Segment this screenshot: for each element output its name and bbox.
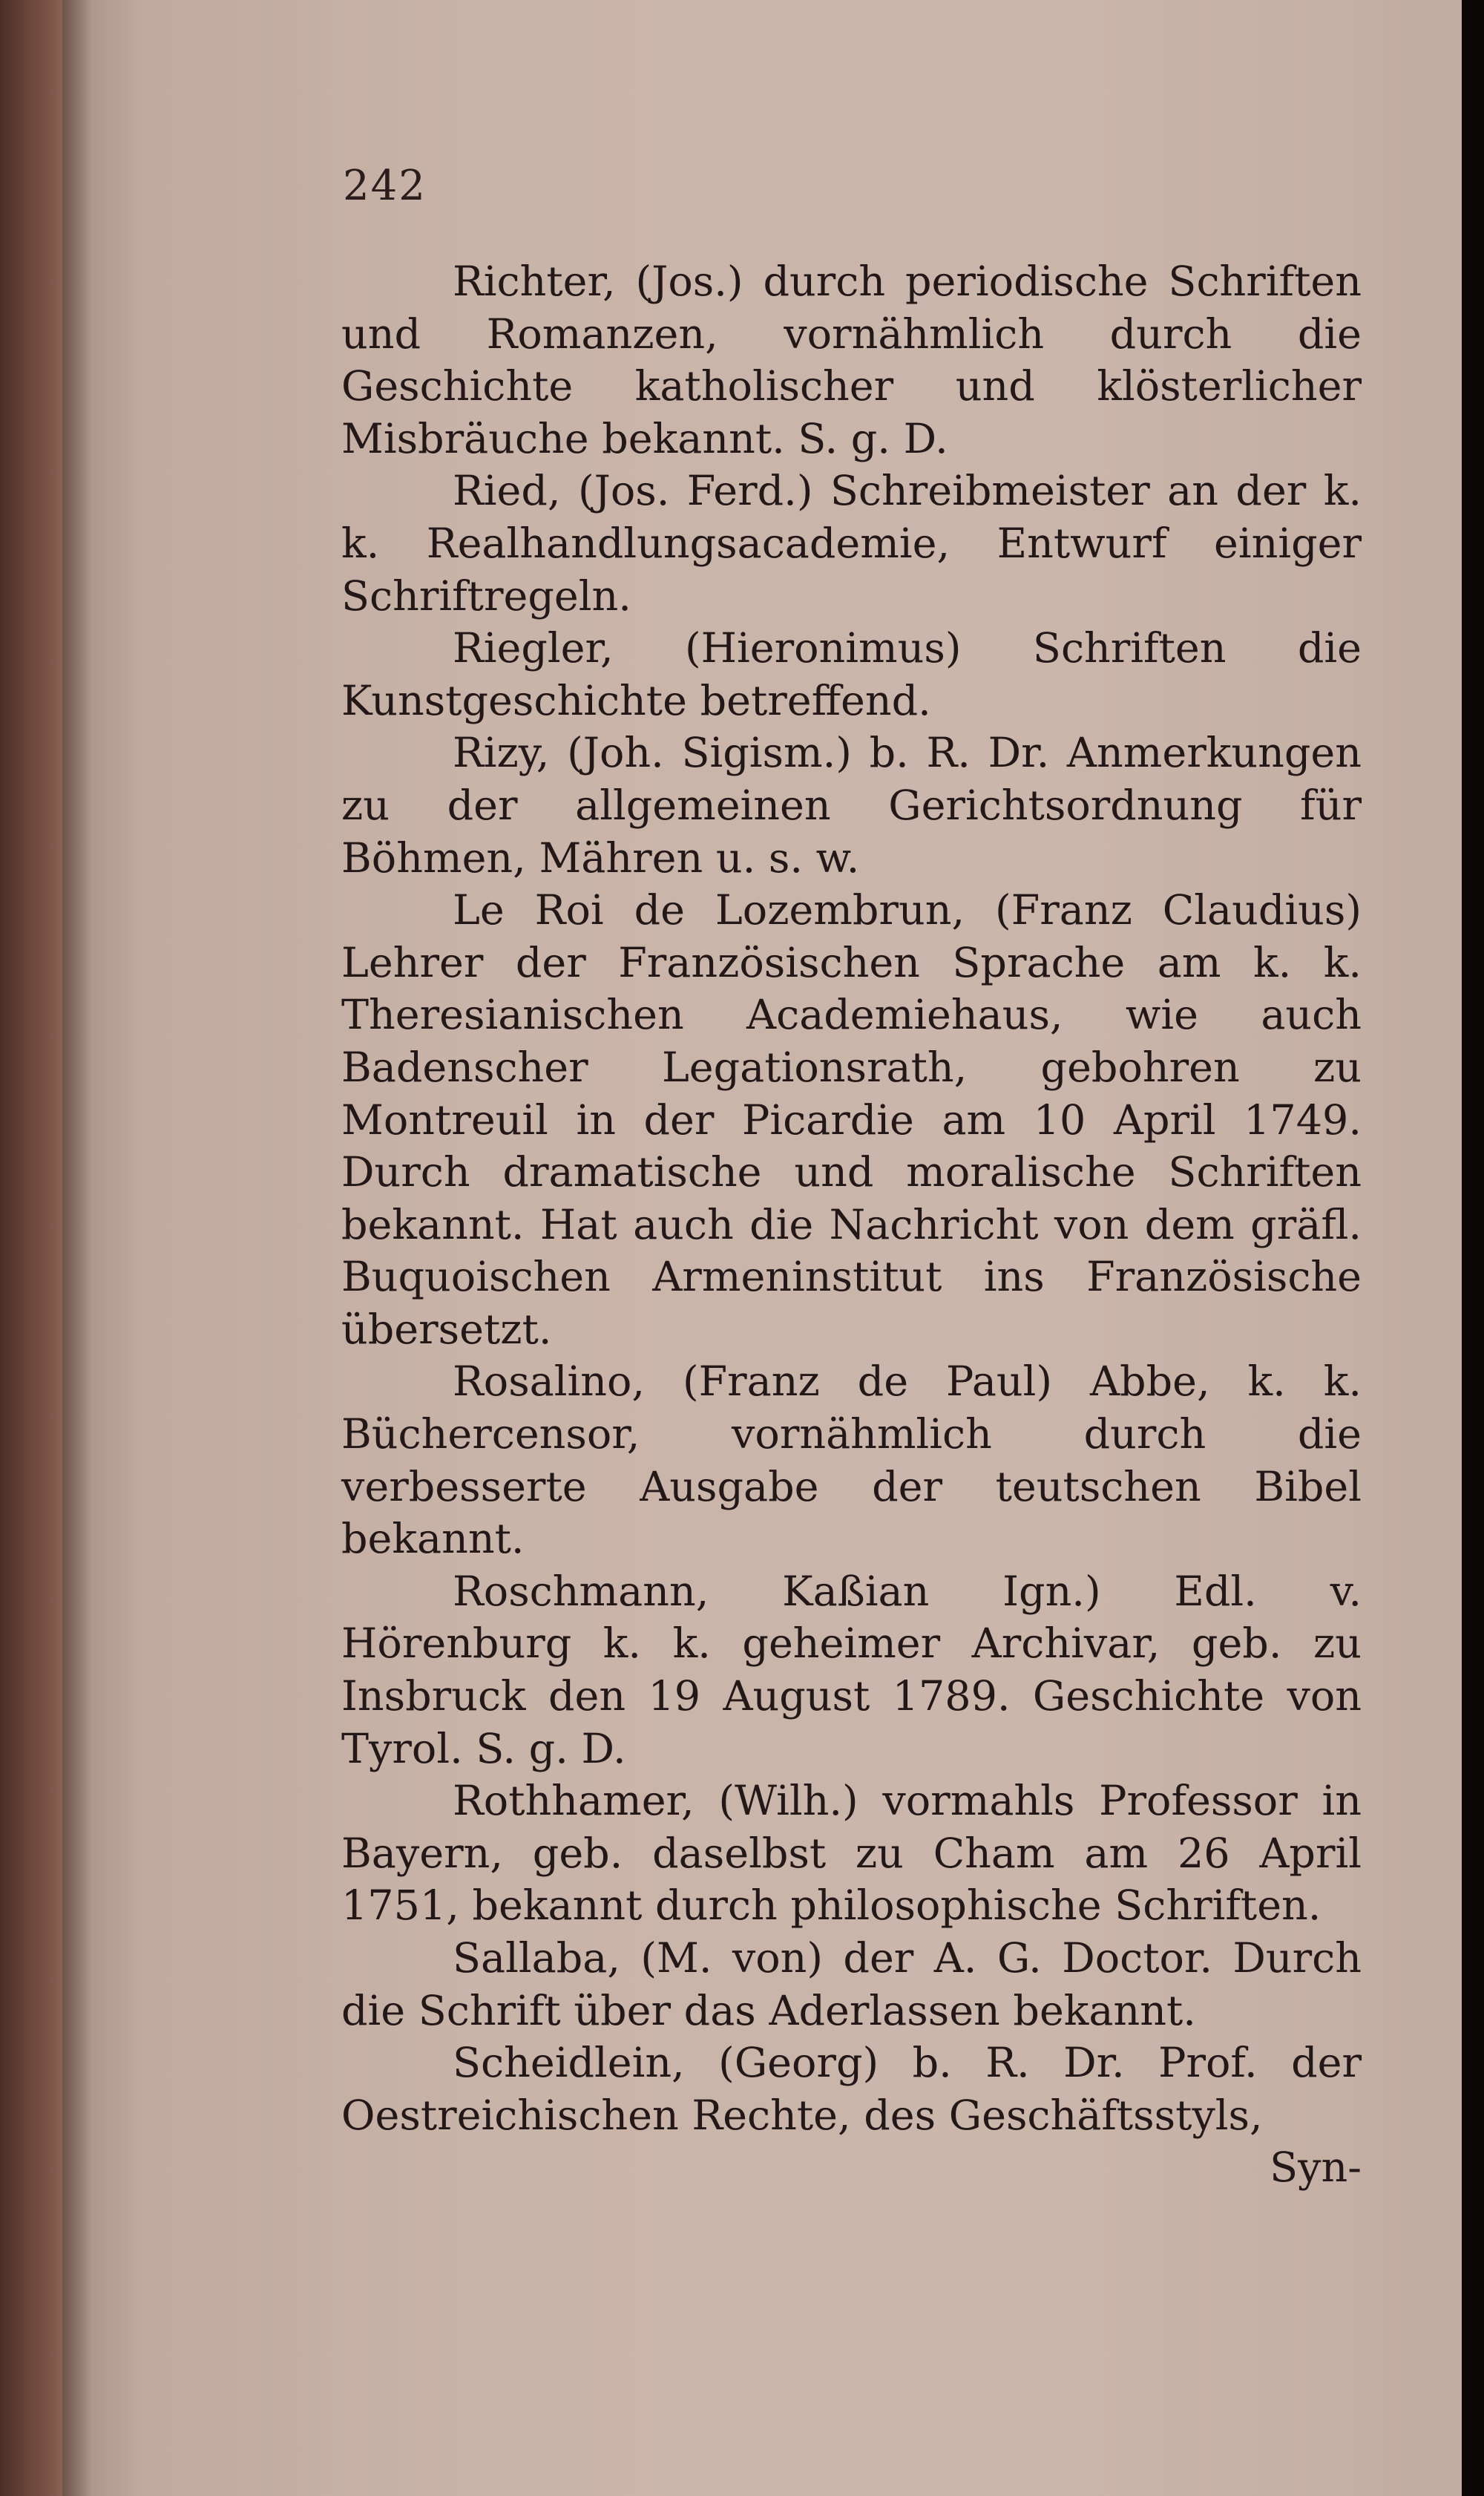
text-block bbox=[341, 256, 1362, 2195]
catchword: Syn- bbox=[1270, 2143, 1362, 2192]
page-right-edge bbox=[1462, 0, 1484, 2496]
entry-rothhamer: Rothhamer, (Wilh.) vormahls Professor in Bayern, geb. daselbst zu Cham am 26 April 1751, bekannt durch philosophische Schriften. bbox=[341, 1777, 1362, 1930]
entry-rosalino: Rosalino, (Franz de Paul) Abbe, k. k. Büchercensor, vornähmlich durch die verbesserte Ausgabe der teutschen Bibel bekannt. bbox=[341, 1357, 1362, 1564]
entry-scheidlein: Scheidlein, (Georg) b. R. Dr. Prof. der Oestreichischen Rechte, des Geschäftsstyls, bbox=[341, 2039, 1362, 2140]
entry-riegler: Riegler, (Hieronimus) Schriften die Kunstgeschichte betreffend. bbox=[341, 624, 1362, 725]
book-cover-edge bbox=[0, 0, 62, 2496]
entry-richter: Richter, (Jos.) durch periodische Schriften und Romanzen, vornähmlich durch die Geschichte katholischer und klösterlicher Misbräuche bekannt. S. g. D. bbox=[341, 258, 1362, 463]
page-number: 242 bbox=[343, 162, 427, 210]
gutter-shadow bbox=[62, 0, 92, 2496]
entry-rizy: Rizy, (Joh. Sigism.) b. R. Dr. Anmerkungen zu der allgemeinen Gerichtsordnung für Böhmen, Mähren u. s. w. bbox=[341, 729, 1362, 882]
entry-roschmann: Roschmann, Kaßian Ign.) Edl. v. Hörenburg k. k. geheimer Archivar, geb. zu Insbruck den 19 August 1789. Geschichte von Tyrol. S. g. D. bbox=[341, 1567, 1362, 1773]
entry-ried: Ried, (Jos. Ferd.) Schreibmeister an der k. k. Realhandlungsacademie, Entwurf einiger Schriftregeln. bbox=[341, 467, 1362, 620]
entry-sallaba: Sallaba, (M. von) der A. G. Doctor. Durch die Schrift über das Aderlassen bekannt. bbox=[341, 1934, 1362, 2035]
entry-le-roi: Le Roi de Lozembrun, (Franz Claudius) Lehrer der Französischen Sprache am k. k. Theresianischen Academiehaus, wie auch Badenscher Legationsrath, gebohren zu Montreuil in der Picardie am 10 April 1749. Durch dramatische und moralische Schriften bekannt. Hat auch die Nachricht von dem gräfl. Buquoischen Armeninstitut ins Französische übersetzt. bbox=[341, 886, 1362, 1354]
